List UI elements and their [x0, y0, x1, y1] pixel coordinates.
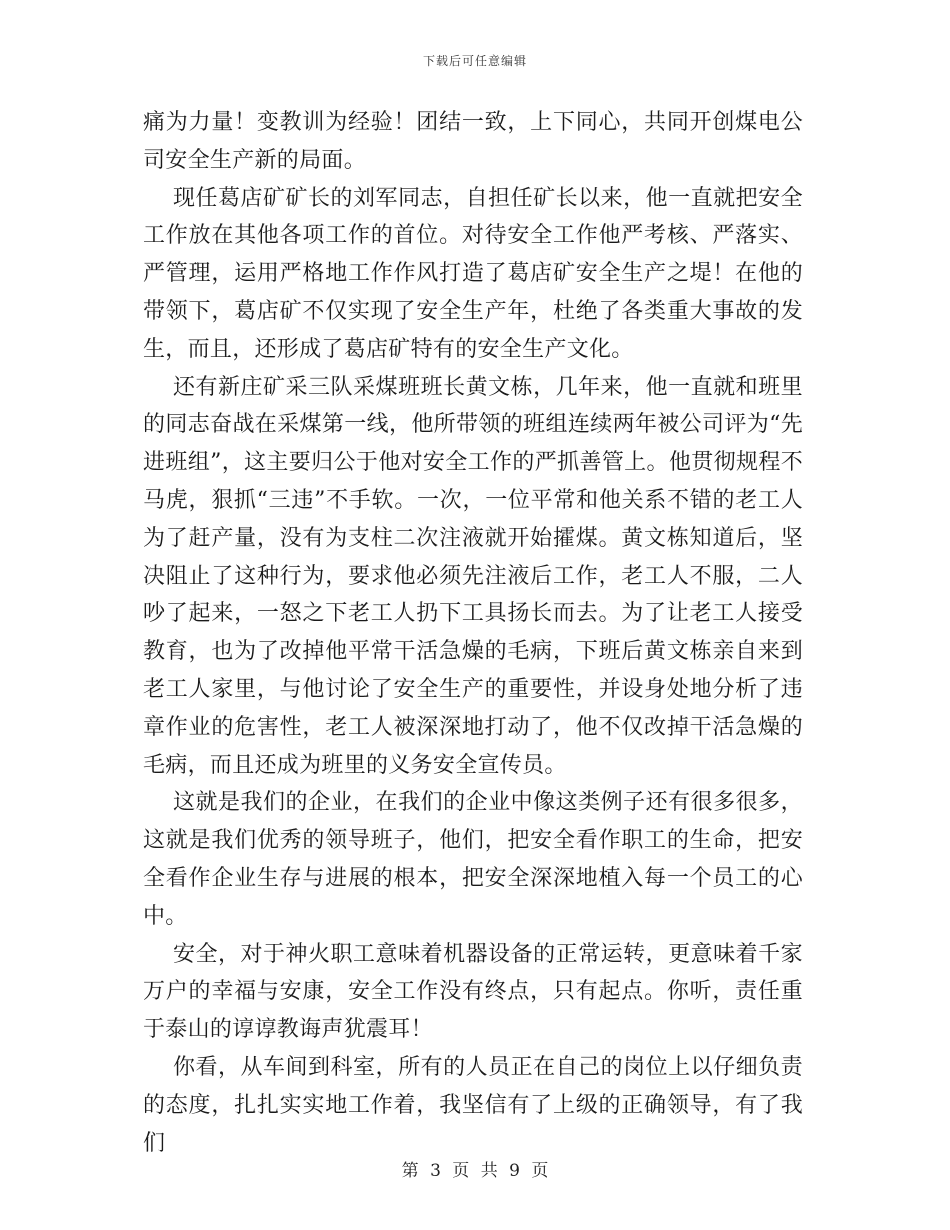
paragraph-1: 痛为力量！变教训为经验！团结一致，上下同心，共同开创煤电公司安全生产新的局面。	[143, 110, 803, 173]
footer-prefix: 第	[401, 1161, 419, 1181]
document-body	[143, 104, 803, 1162]
page-footer	[0, 1156, 950, 1181]
current-page-number: 3	[430, 1161, 441, 1181]
paragraph-6: 你看，从车间到科室，所有的人员正在自己的岗位上以仔细负责的态度，扎扎实实地工作着，我坚信有了上级的正确领导，有了我们	[143, 1054, 803, 1156]
paragraph-2: 现任葛店矿矿长的刘军同志，自担任矿长以来，他一直就把安全工作放在其他各项工作的首位。对待安全工作他严考核、严落实、严管理，运用严格地工作作风打造了葛店矿安全生产之堤！在他的带领下，葛店矿不仅实现了安全生产年，杜绝了各类重大事故的发生，而且，还形成了葛店矿特有的安全生产文化。	[143, 185, 803, 362]
paragraph-3: 还有新庄矿采三队采煤班班长黄文栋，几年来，他一直就和班里的同志奋战在采煤第一线，他所带领的班组连续两年被公司评为“先进班组”，这主要归公于他对安全工作的严抓善管上。他贯彻规程不马虎，狠抓“三违”不手软。一次，一位平常和他关系不错的老工人为了赶产量，没有为支柱二次注液就开始攉煤。黄文栋知道后，坚决阻止了这种行为，要求他必须先注液后工作，老工人不服，二人吵了起来，一怒之下老工人扔下工具扬长而去。为了让老工人接受教育，也为了改掉他平常干活急燥的毛病，下班后黄文栋亲自来到老工人家里，与他讨论了安全生产的重要性，并设身处地分析了违章作业的危害性，老工人被深深地打动了，他不仅改掉干活急燥的毛病，而且还成为班里的义务安全宣传员。	[143, 374, 803, 778]
paragraph-4: 这就是我们的企业，在我们的企业中像这类例子还有很多很多，这就是我们优秀的领导班子，他们，把安全看作职工的生命，把安全看作企业生存与进展的根本，把安全深深地植入每一个员工的心中。	[143, 790, 803, 929]
page-header: 下载后可任意编辑	[422, 54, 527, 68]
footer-page-word: 页	[452, 1161, 470, 1181]
total-page-number: 9	[509, 1161, 520, 1181]
footer-total-word: 共	[480, 1161, 498, 1181]
paragraph-5: 安全，对于神火职工意味着机器设备的正常运转，更意味着千家万户的幸福与安康，安全工作没有终点，只有起点。你听，责任重于泰山的谆谆教诲声犹震耳！	[143, 941, 803, 1043]
footer-suffix: 页	[531, 1161, 549, 1181]
